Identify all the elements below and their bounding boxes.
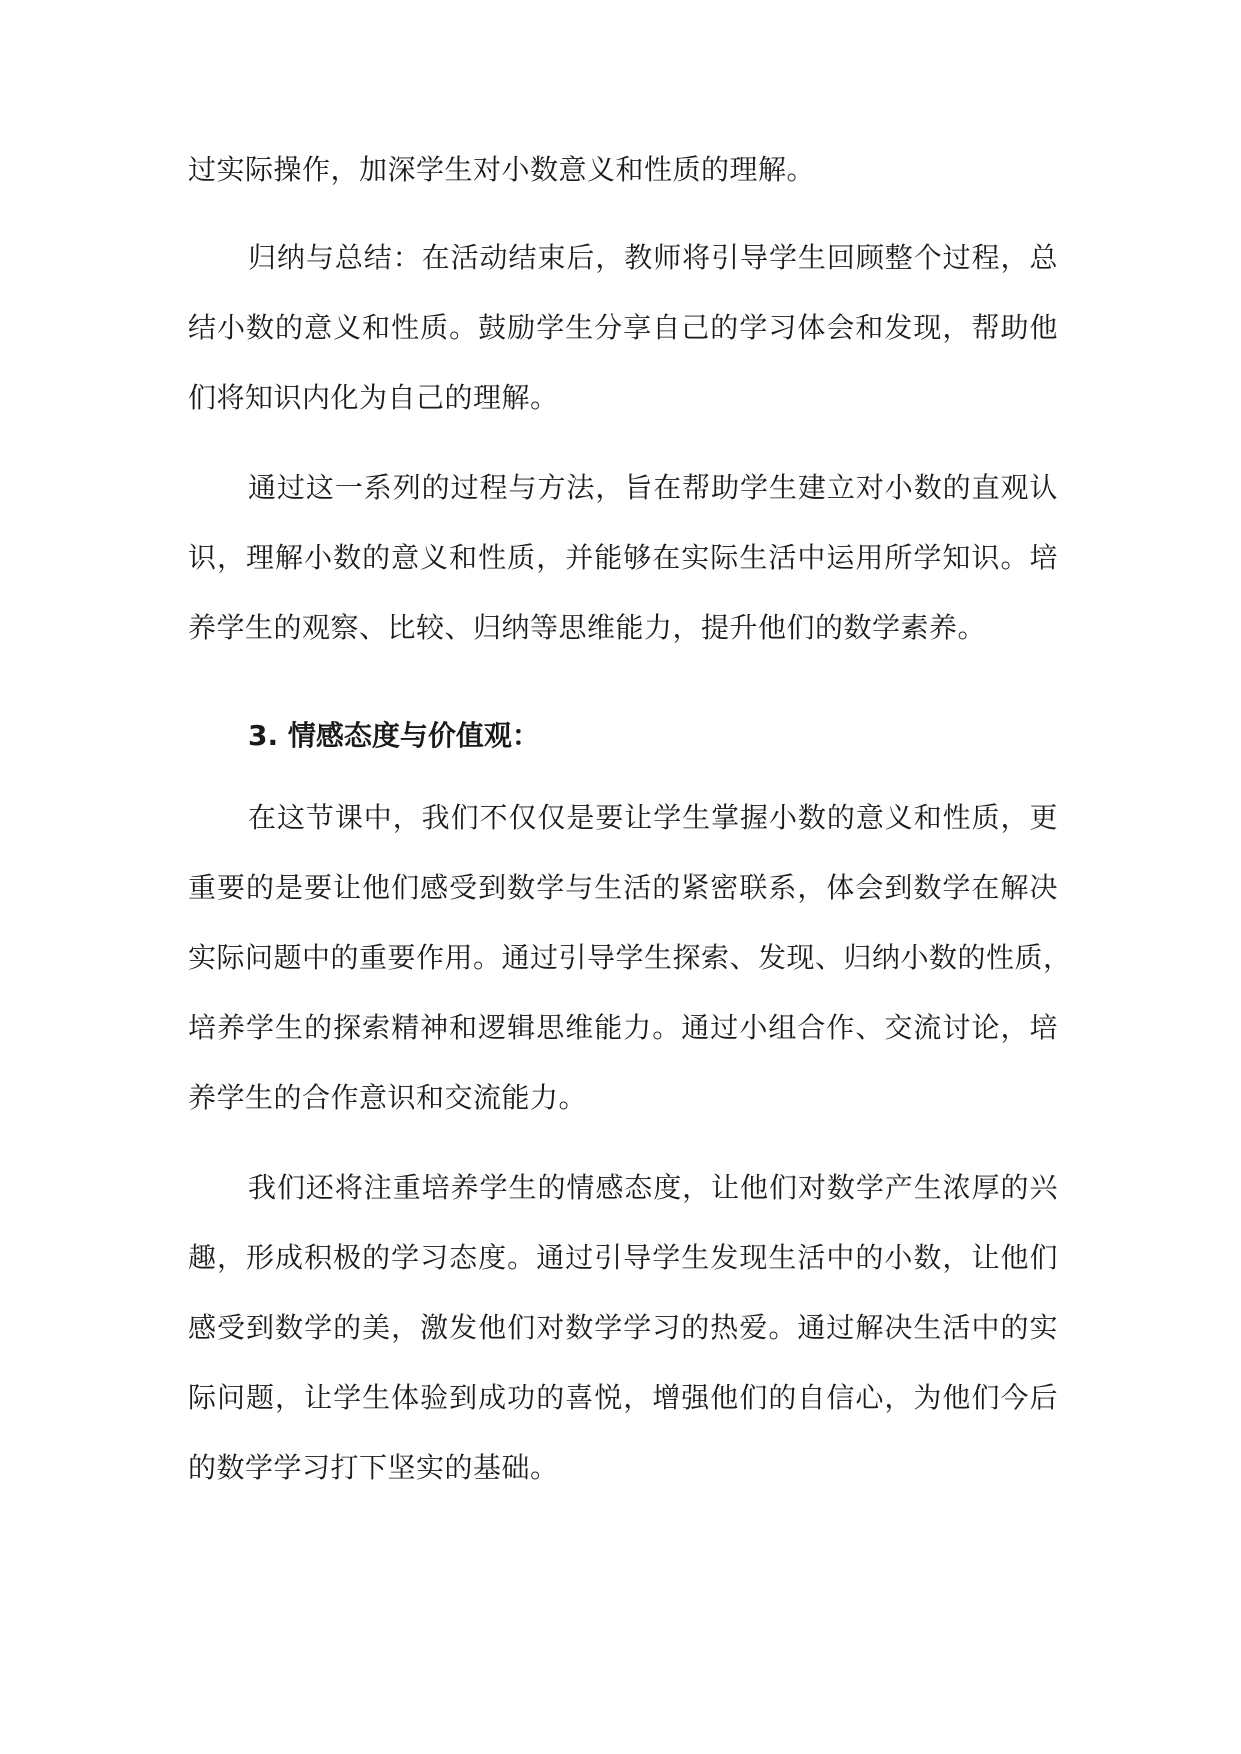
paragraph-4-line-4: 培养学生的探索精神和逻辑思维能力。通过小组合作、交流讨论，培 — [188, 1011, 1058, 1044]
paragraph-4-line-2: 重要的是要让他们感受到数学与生活的紧密联系，体会到数学在解决 — [188, 871, 1058, 904]
paragraph-2-line-2: 结小数的意义和性质。鼓励学生分享自己的学习体会和发现，帮助他 — [188, 311, 1058, 344]
paragraph-3-line-2: 识，理解小数的意义和性质，并能够在实际生活中运用所学知识。培 — [188, 541, 1058, 574]
paragraph-2-line-3: 们将知识内化为自己的理解。 — [188, 381, 559, 414]
paragraph-3-line-1: 通过这一系列的过程与方法，旨在帮助学生建立对小数的直观认 — [248, 471, 1058, 504]
paragraph-1-line-1: 过实际操作，加深学生对小数意义和性质的理解。 — [188, 153, 816, 186]
paragraph-3-line-3: 养学生的观察、比较、归纳等思维能力，提升他们的数学素养。 — [188, 611, 987, 644]
section-heading: 3. 情感态度与价值观： — [248, 719, 540, 752]
paragraph-2-line-1: 归纳与总结：在活动结束后，教师将引导学生回顾整个过程，总 — [248, 241, 1058, 274]
paragraph-5-line-5: 的数学学习打下坚实的基础。 — [188, 1451, 559, 1484]
paragraph-4-line-5: 养学生的合作意识和交流能力。 — [188, 1081, 588, 1114]
paragraph-5-line-3: 感受到数学的美，激发他们对数学学习的热爱。通过解决生活中的实 — [188, 1311, 1058, 1344]
paragraph-4-line-3: 实际问题中的重要作用。通过引导学生探索、发现、归纳小数的性质， — [188, 941, 1072, 974]
paragraph-5-line-2: 趣，形成积极的学习态度。通过引导学生发现生活中的小数，让他们 — [188, 1241, 1058, 1274]
paragraph-4-line-1: 在这节课中，我们不仅仅是要让学生掌握小数的意义和性质，更 — [248, 801, 1058, 834]
paragraph-5-line-1: 我们还将注重培养学生的情感态度，让他们对数学产生浓厚的兴 — [248, 1171, 1058, 1204]
paragraph-5-line-4: 际问题，让学生体验到成功的喜悦，增强他们的自信心，为他们今后 — [188, 1381, 1058, 1414]
